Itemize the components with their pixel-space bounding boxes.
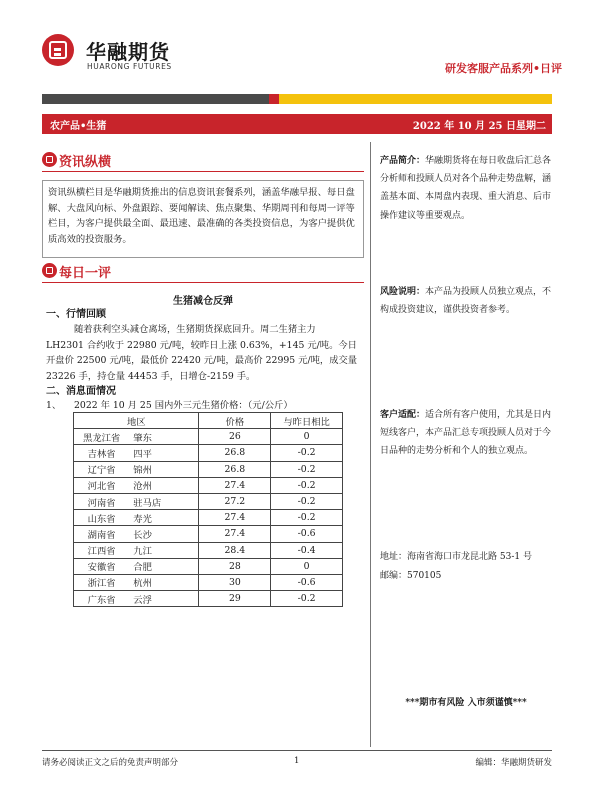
product-intro-label: 产品简介： [380,156,426,166]
product-intro-text: 华融期货将在每日收盘后汇总各分析师和投顾人员对各个品种走势盘解，涵盖基本面、本周盘内表现、重大消息、后市操作建议等重要观点。 [380,156,552,221]
table-row [74,429,343,445]
cell-change: -0.2 [271,591,343,607]
para-first-line: 随着获利空头减仓离场，生猪期货探底回升。周二生猪主力 [74,324,316,335]
cell-city: 寿光 [129,510,199,526]
product-intro [380,152,552,225]
cell-city: 九江 [129,542,199,558]
cell-change: -0.2 [271,493,343,509]
cell-change: -0.4 [271,542,343,558]
cell-change: -0.2 [271,510,343,526]
cell-price: 27.4 [199,477,271,493]
cell-city: 肇东 [129,429,199,445]
header-price: 价格 [199,413,271,429]
cell-province: 辽宁省 [74,461,130,477]
cell-price: 27.2 [199,493,271,509]
header-change: 与昨日相比 [271,413,343,429]
intro-heading-rule [42,171,364,172]
table-header-row [74,413,343,429]
cell-city: 四平 [129,445,199,461]
cell-change: -0.2 [271,445,343,461]
cell-province: 河北省 [74,477,130,493]
header-region: 地区 [74,413,199,429]
risk-statement [380,283,552,319]
cell-change: -0.2 [271,477,343,493]
cell-province: 江西省 [74,542,130,558]
cell-price: 26.8 [199,461,271,477]
review-heading: 每日一评 [59,266,112,281]
client-text: 适合所有客户使用，尤其是日内短线客户，本产品汇总专项投顾人员对于今日品种的走势分析和个人的独立观点。 [380,410,552,457]
cell-city: 驻马店 [129,493,199,509]
table-row [74,542,343,558]
table-row [74,526,343,542]
cell-price: 26 [199,429,271,445]
cell-province: 河南省 [74,493,130,509]
client-fit [380,406,552,461]
page-number: 1 [294,756,300,766]
cell-change: 0 [271,558,343,574]
disclaimer-note: 请务必阅读正文之后的免责声明部分 [42,758,179,768]
cell-city: 沧州 [129,477,199,493]
company-logo [42,34,74,66]
column-divider [370,142,371,747]
cell-price: 29 [199,591,271,607]
cell-province: 湖南省 [74,526,130,542]
header-bar-red [269,94,279,104]
editor-credit: 编辑：华融期货研发 [475,758,552,768]
cell-city: 杭州 [129,574,199,590]
cell-price: 27.4 [199,526,271,542]
cell-price: 28.4 [199,542,271,558]
report-date: 2022 年 10 月 25 日星期二 [412,121,546,132]
footer-rule [42,750,552,751]
brand-name-en: HUARONG FUTURES [87,62,172,71]
cell-change: -0.2 [271,461,343,477]
header-bar-yellow [279,94,552,104]
table-row [74,493,343,509]
table-row [74,445,343,461]
table-row [74,461,343,477]
brand-name-cn: 华融期货 [86,40,170,64]
table-row [74,591,343,607]
review-heading-rule [42,282,364,283]
cell-province: 广东省 [74,591,130,607]
cell-province: 安徽省 [74,558,130,574]
contact-info [380,548,552,585]
table-caption: 1、 2022 年 10 月 25 国内外三元生猪价格：（元/公斤） [46,400,293,411]
price-table [73,412,343,607]
address: 地址：海南省海口市龙昆北路 53-1 号 [380,552,532,562]
risk-warning: ***期市有风险 入市须谨慎*** [405,698,527,708]
intro-text: 资讯纵横栏目是华融期货推出的信息资讯套餐系列，涵盖华融早报、每日盘解、大盘风向标、外盘跟踪、要闻解读、焦点聚集、华期周刊和每周一评等栏目，为客户提供最全面、最迅速、最准确的各类投资信息，为客户提供优质高效的投资服务。 [42,180,364,258]
cell-province: 浙江省 [74,574,130,590]
cell-change: -0.6 [271,574,343,590]
cell-change: 0 [271,429,343,445]
table-row [74,510,343,526]
market-review-paragraph [46,322,364,384]
cell-city: 锦州 [129,461,199,477]
cell-city: 长沙 [129,526,199,542]
section-icon [42,263,57,278]
client-label: 客户适配： [380,410,426,420]
section-icon [42,152,57,167]
table-row [74,574,343,590]
risk-text: 本产品为投顾人员独立观点，不构成投资建议，谨供投资者参考。 [380,287,552,316]
cell-province: 吉林省 [74,445,130,461]
category-bar [42,114,552,134]
section-market-review: 一、行情回顾 [46,309,106,320]
section-news: 二、消息面情况 [46,386,116,397]
table-row [74,477,343,493]
table-row [74,558,343,574]
cell-price: 30 [199,574,271,590]
cell-province: 山东省 [74,510,130,526]
cell-city: 云浮 [129,591,199,607]
cell-price: 28 [199,558,271,574]
cell-change: -0.6 [271,526,343,542]
cell-province: 黑龙江省 [74,429,130,445]
postcode: 邮编：570105 [380,570,442,581]
cell-price: 27.4 [199,510,271,526]
risk-label: 风险说明： [380,287,426,297]
para-rest: LH2301 合约收于 22980 元/吨，较昨日上涨 0.63%，+145 元/吨。今日开盘价 22500 元/吨，最低价 22420 元/吨，最高价 22995 元/吨，成交量 23226 手，持仓量 44453 手，日增仓-2159 手。 [46,339,358,382]
header-bar-dark [42,94,269,104]
cell-city: 合肥 [129,558,199,574]
intro-heading: 资讯纵横 [59,155,112,170]
report-series: 研发客服产品系列•日评 [444,62,562,75]
category-label: 农产品•生猪 [50,121,107,132]
article-title: 生猪减仓反弹 [173,296,233,307]
cell-price: 26.8 [199,445,271,461]
